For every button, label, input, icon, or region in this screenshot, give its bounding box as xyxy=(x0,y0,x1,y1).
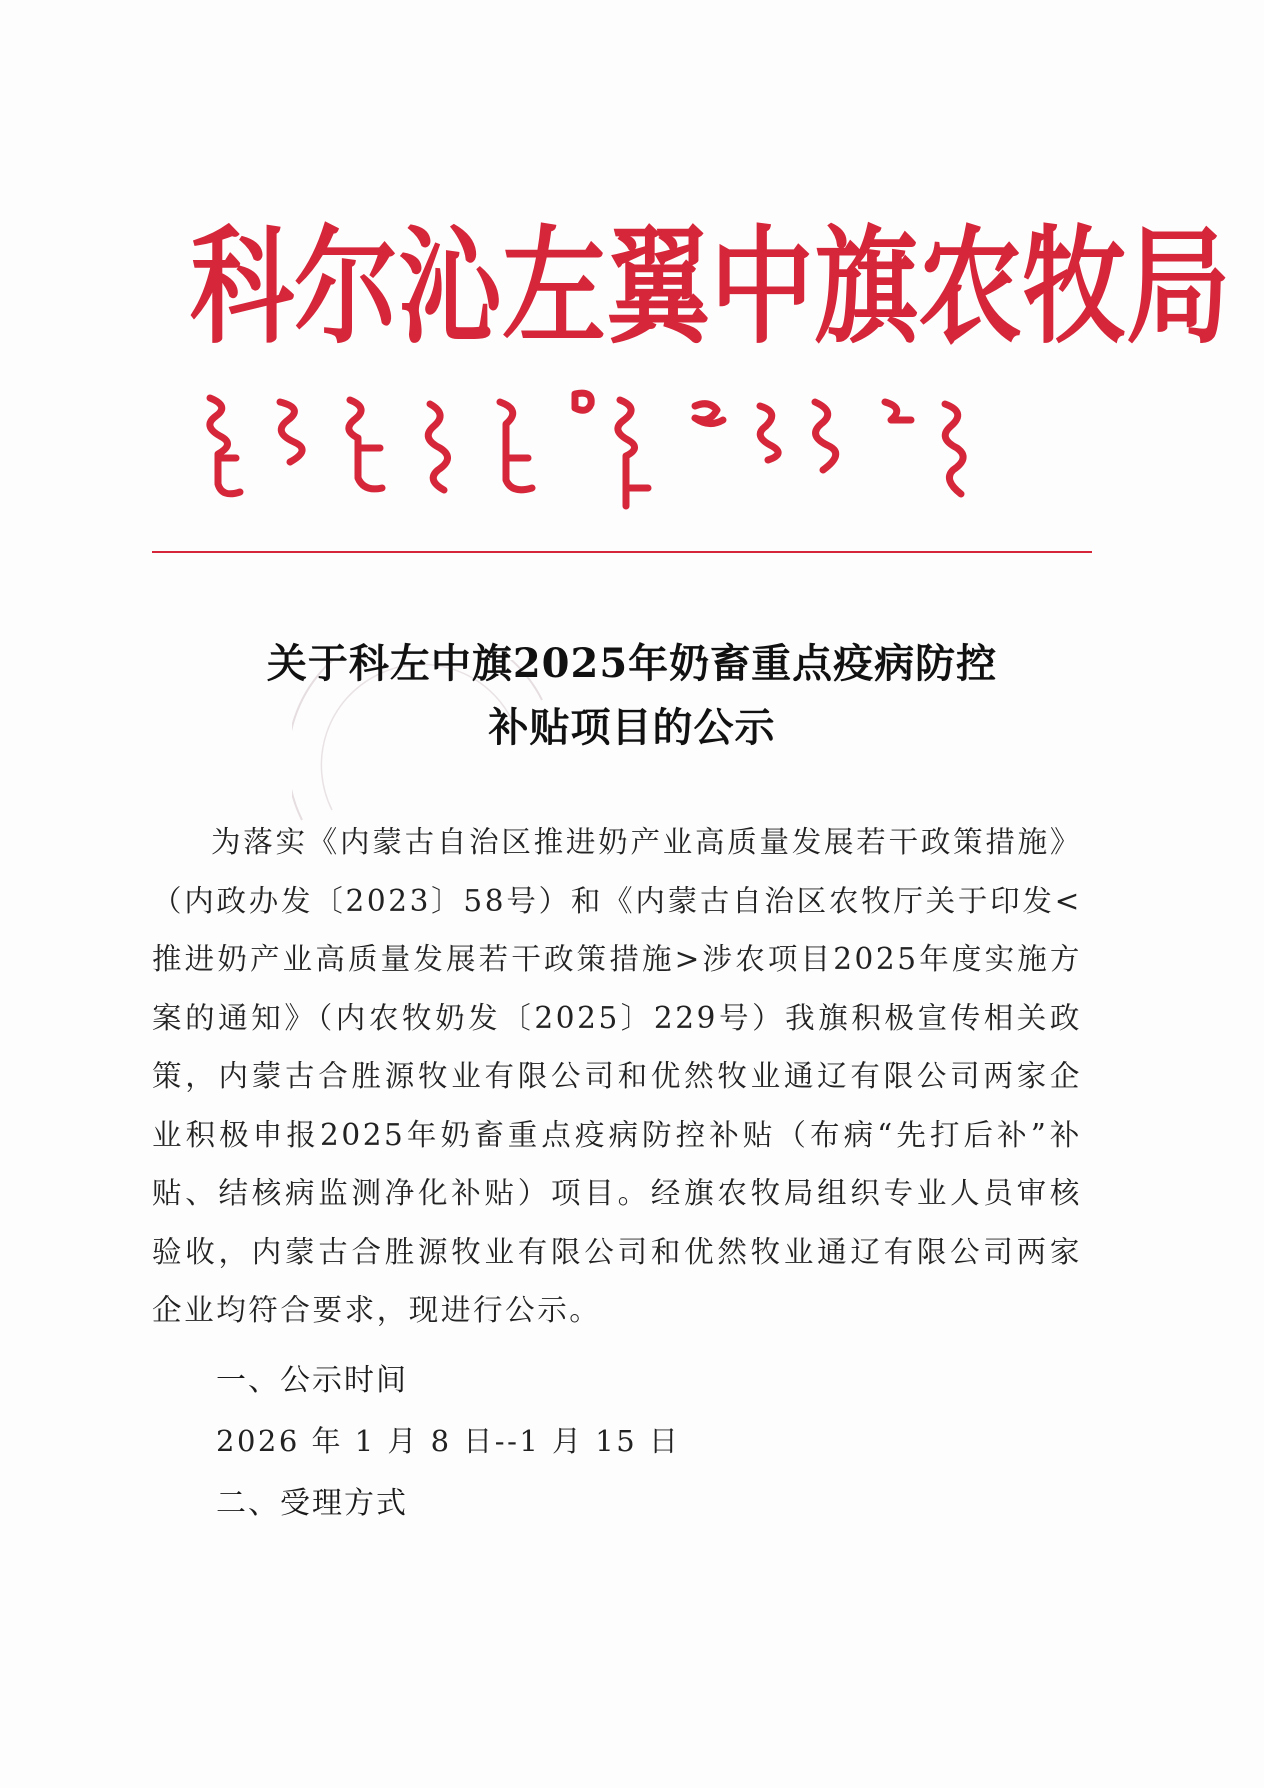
letterhead-char: 尔 xyxy=(294,212,399,362)
body-paragraph: 为落实《内蒙古自治区推进奶产业高质量发展若干政策措施》（内政办发〔2023〕58号）和《内蒙古自治区农牧厅关于印发<推进奶产业高质量发展若干政策措施>涉农项目2025年度实施方案的通知》（内农牧奶发〔2025〕229号）我旗积极宣传相关政策，内蒙古合胜源牧业有限公司和优然牧业通辽有限公司两家企业积极申报2025年奶畜重点疫病防控补贴（布病“先打后补”补贴、结核病监测净化补贴）项目。经旗农牧局组织专业人员审核验收，内蒙古合胜源牧业有限公司和优然牧业通辽有限公司两家企业均符合要求，现进行公示。 xyxy=(152,825,1082,1327)
letterhead-char: 中 xyxy=(710,212,815,362)
letterhead-title xyxy=(190,212,1231,362)
mongolian-script-letterhead xyxy=(200,388,1060,528)
letterhead-char: 农 xyxy=(918,212,1023,362)
letterhead-char: 左 xyxy=(502,212,607,362)
letterhead-char: 沁 xyxy=(398,212,503,362)
letterhead-char: 科 xyxy=(190,212,295,362)
letterhead-char: 局 xyxy=(1126,212,1231,362)
document-title-line1: 关于科左中旗2025年奶畜重点疫病防控 xyxy=(266,640,998,687)
section-heading-acceptance-method: 二、受理方式 xyxy=(216,1486,408,1521)
letterhead-char: 牧 xyxy=(1022,212,1127,362)
letterhead-char: 翼 xyxy=(606,212,711,362)
letterhead-char: 旗 xyxy=(814,212,919,362)
document-title-line2: 补贴项目的公示 xyxy=(488,704,776,751)
publicity-date-range: 2026 年 1 月 8 日--1 月 15 日 xyxy=(216,1424,681,1458)
letterhead-divider xyxy=(152,551,1092,553)
section-heading-publicity-time: 一、公示时间 xyxy=(216,1363,408,1398)
